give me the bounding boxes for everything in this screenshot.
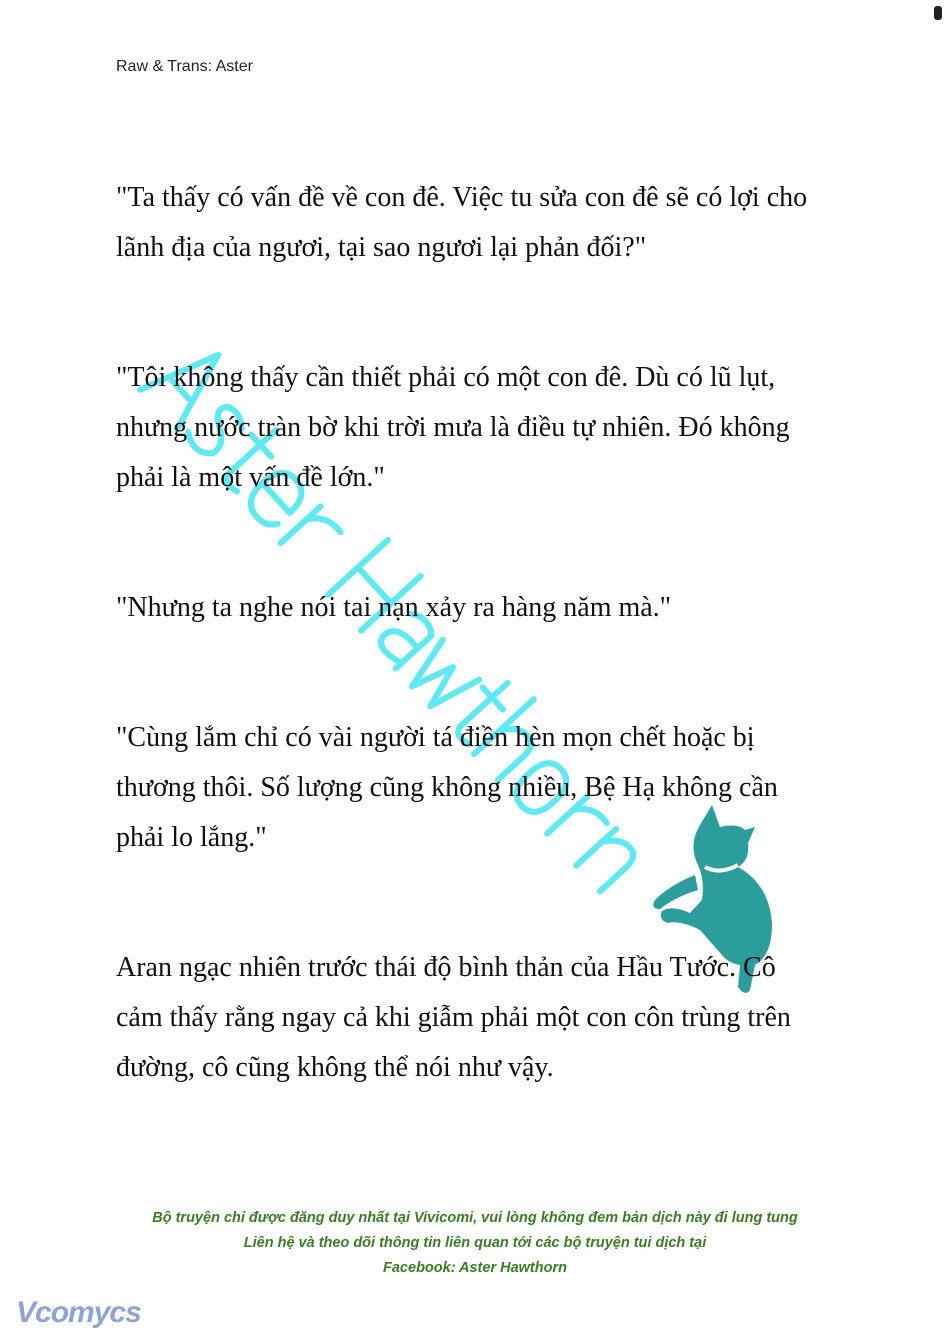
footer-notice: Bộ truyện chỉ được đăng duy nhất tại Vivicomi, vui lòng không đem bản dịch này đi lung tung [152, 1210, 798, 1226]
text-line: phải lo lắng." [116, 822, 267, 853]
text-line: "Ta thấy có vấn đề về con đê. Việc tu sửa con đê sẽ có lợi cho [116, 182, 808, 213]
footer-contact: Liên hệ và theo dõi thông tin liên quan tới các bộ truyện tui dịch tại [243, 1235, 707, 1251]
text-line: "Cùng lắm chỉ có vài người tá điền hèn mọn chết hoặc bị [116, 722, 755, 753]
watermark-glyph [576, 829, 640, 891]
text-line: thương thôi. Số lượng cũng không nhiều, Bệ Hạ không cần [116, 772, 778, 803]
vcomycs-logo: Vcomycs [16, 1296, 141, 1329]
text-line: "Tôi không thấy cần thiết phải có một con đê. Dù có lũ lụt, [116, 362, 776, 393]
text-line: đường, cô cũng không thể nói như vậy. [116, 1052, 554, 1083]
page-header: Raw & Trans: Aster [116, 58, 253, 75]
text-line: "Nhưng ta nghe nói tai nạn xảy ra hàng năm mà." [116, 592, 672, 623]
text-line: cảm thấy rằng ngay cả khi giẫm phải một con côn trùng trên [116, 1002, 791, 1033]
watermark-glyph [281, 507, 343, 567]
corner-mark [934, 6, 942, 20]
watermark-glyph [403, 640, 479, 716]
text-line: lãnh địa của ngươi, tại sao ngươi lại phản đối?" [116, 232, 647, 263]
text-line: nhưng nước tràn bờ khi trời mưa là điều tự nhiên. Đó không [116, 412, 790, 443]
watermark-glyph [547, 797, 609, 857]
text-line: Aran ngạc nhiên trước thái độ bình thản của Hầu Tước. Cô [116, 952, 776, 983]
footer-facebook: Facebook: Aster Hawthorn [383, 1260, 567, 1276]
text-line: phải là một vấn đề lớn." [116, 462, 385, 493]
